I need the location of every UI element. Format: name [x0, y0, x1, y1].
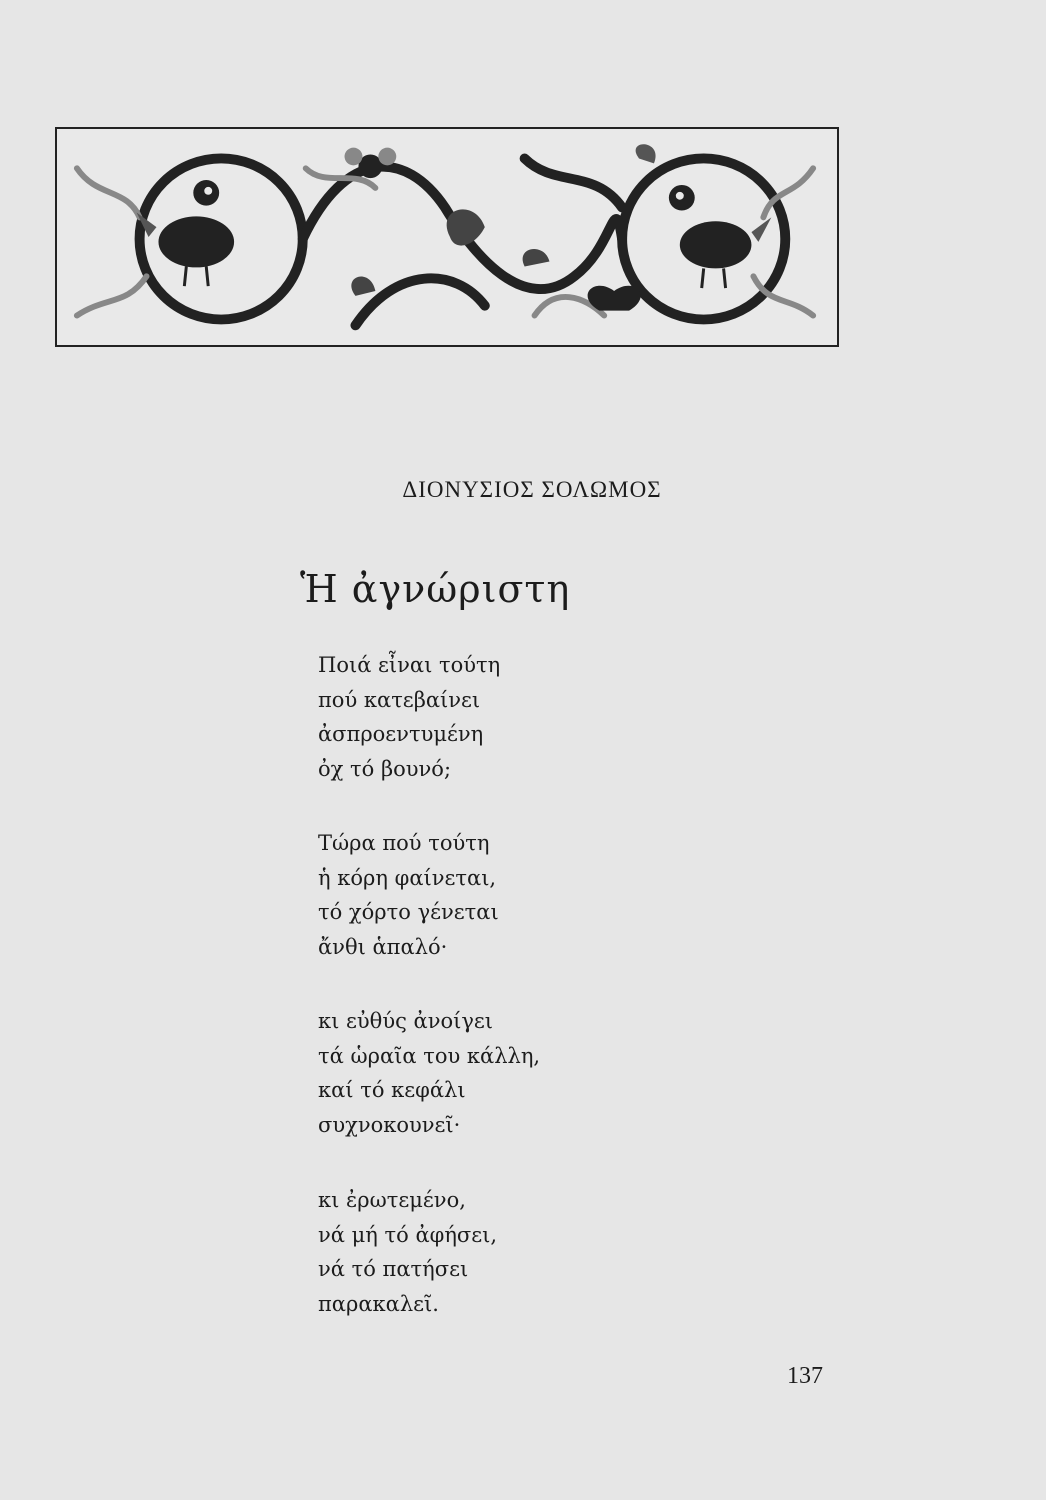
poem-line: ἡ κόρη φαίνεται,	[318, 865, 497, 890]
poem-line: τό χόρτο γένεται	[318, 900, 499, 924]
poem-line: Τώρα πού τούτη	[318, 831, 490, 855]
poem-title: Ἡ ἀγνώριστη	[300, 567, 571, 611]
poem-line: παρακαλεῖ.	[318, 1291, 439, 1316]
vine-scroll-icon	[57, 129, 837, 345]
author-name: ΔΙΟΝΥΣΙΟΣ ΣΟΛΩΜΟΣ	[402, 477, 662, 502]
poem-line: καί τό κεφάλι	[318, 1078, 466, 1102]
poem-line: πού κατεβαίνει	[318, 687, 481, 712]
poem-line: ὀχ τό βουνό;	[318, 756, 452, 781]
stanza-4	[318, 1183, 497, 1321]
poem-line: συχνοκουνεῖ·	[318, 1112, 461, 1137]
poem-line: νά μή τό ἀφήσει,	[318, 1222, 498, 1247]
decorative-header-ornament	[55, 127, 839, 347]
poem-line: κι εὐθύς ἀνοίγει	[318, 1009, 494, 1033]
poem-line: κι ἐρωτεμένο,	[318, 1188, 466, 1212]
stanza-2	[318, 826, 499, 964]
poem-line: τά ὡραῖα του κάλλη,	[318, 1043, 541, 1068]
poem-line: Ποιά εἶναι τούτη	[318, 653, 501, 677]
poem-line: νά τό πατήσει	[318, 1257, 469, 1281]
stanza-3	[318, 1004, 540, 1142]
page-number: 137	[787, 1363, 823, 1389]
poem-line: ἀσπροεντυμένη	[318, 722, 484, 746]
poem-line: ἄνθι ἁπαλό·	[318, 934, 448, 959]
stanza-1	[318, 648, 500, 786]
